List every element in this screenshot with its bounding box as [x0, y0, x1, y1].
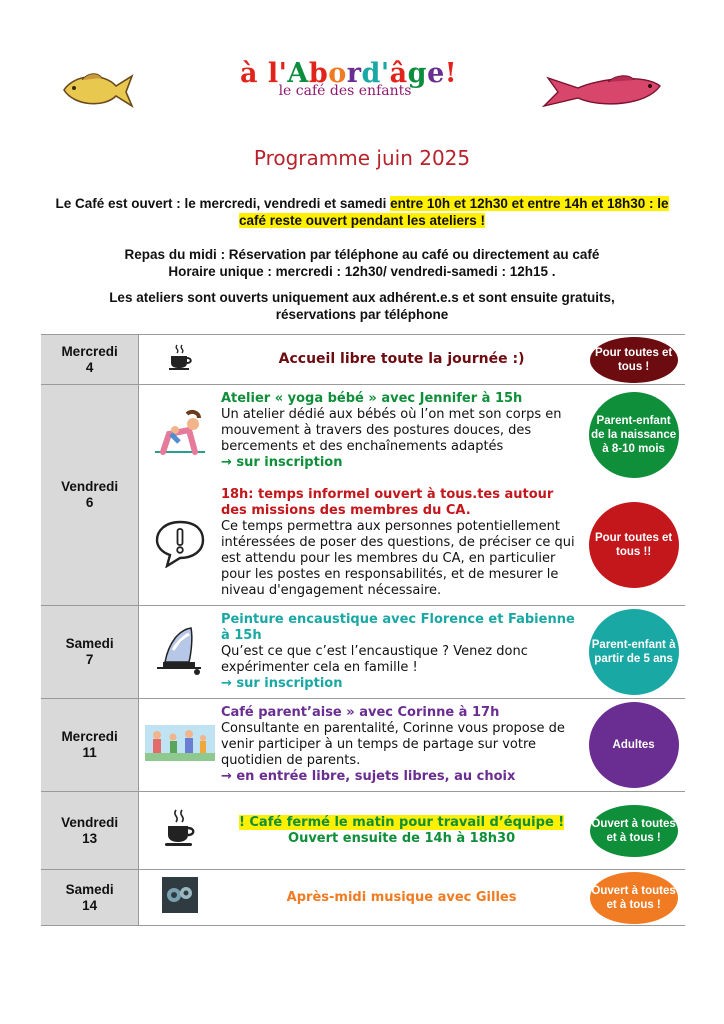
audience-badge: Parent-enfant à partir de 5 ans [589, 609, 679, 695]
yellow-fish-illustration [60, 68, 136, 110]
event-description: Café parent’aise » avec Corinne à 17h Consultante en parentalité, Corinne vous propose de venir participer à un temps de partage sur votre quotidien de parents. → en entrée libre, sujets libres, au choix [221, 699, 582, 792]
music-photo-icon [139, 870, 221, 926]
programme-table [41, 334, 685, 926]
lunch-info: Repas du midi : Réservation par téléphone au café ou directement au café Horaire unique : mercredi : 12h30/ vendredi-samedi : 12h15 . [124, 247, 600, 279]
logo-tagline: le café des enfants [278, 83, 412, 99]
event-description: Atelier « yoga bébé » avec Jennifer à 15h Un atelier dédié aux bébés où l’on met son corps en mouvement à travers des postures douces, des bercements et des enchaînements adaptés → sur inscription [220, 391, 562, 470]
audience-badge: Parent-enfant de la naissance à 8-10 mois [589, 392, 679, 478]
opening-hours: Le Café est ouvert : le mercredi, vendredi et samedi entre 10h et 12h30 et entre 14h et 18h30 : le café reste ouvert pendant les ateliers ! [55, 196, 669, 228]
table-row [41, 699, 685, 792]
audience-badge: Pour toutes et tous !! [589, 502, 679, 588]
audience-badge: Ouvert à toutes et à tous ! [590, 805, 678, 857]
day-cell: Vendredi 6 [41, 385, 139, 606]
day-cell: Vendredi 13 [41, 792, 139, 870]
logo-name: à l'Abord'âge! [240, 58, 458, 89]
table-row [41, 606, 685, 699]
yoga-icon [139, 385, 221, 486]
event-description: ! Café fermé le matin pour travail d’équipe ! Ouvert ensuite de 14h à 18h30 [221, 792, 582, 870]
audience-badge: Adultes [589, 702, 679, 788]
table-row [41, 385, 685, 486]
logo [240, 58, 458, 99]
day-cell: Mercredi 11 [41, 699, 139, 792]
event-description: Après-midi musique avec Gilles [221, 870, 582, 926]
family-illustration-icon [139, 699, 221, 792]
iron-icon [139, 606, 221, 699]
event-description: 18h: temps informel ouvert à tous.tes autour des missions des membres du CA. Ce temps permettra aux personnes potentiellement intéressées de poser des questions, de préciser ce qui est attendu pour les membres du CA, en particulier pour les postes en responsabilités, et de mesurer le niveau d'engagement nécessaire. [221, 485, 582, 606]
table-row [41, 335, 685, 385]
page-title: Programme juin 2025 [253, 146, 471, 170]
day-cell: Samedi 7 [41, 606, 139, 699]
event-description: Peinture encaustique avec Florence et Fabienne à 15h Qu’est ce que c’est l’encaustique ? Venez donc expérimenter cela en famille ! → sur inscription [221, 606, 582, 699]
workshops-info: Les ateliers sont ouverts uniquement aux adhérent.e.s et sont ensuite gratuits, réservations par téléphone [109, 290, 615, 322]
audience-badge: Ouvert à toutes et à tous ! [590, 872, 678, 924]
table-row [41, 792, 685, 870]
table-row [41, 870, 685, 926]
day-cell: Mercredi 4 [41, 335, 139, 385]
audience-badge: Pour toutes et tous ! [590, 337, 678, 383]
pink-fish-illustration [538, 72, 664, 112]
event-description: Accueil libre toute la journée :) [221, 335, 582, 385]
coffee-cup-icon [139, 335, 221, 385]
day-cell: Samedi 14 [41, 870, 139, 926]
speech-bubble-icon [139, 485, 221, 606]
hot-coffee-icon [139, 792, 221, 870]
